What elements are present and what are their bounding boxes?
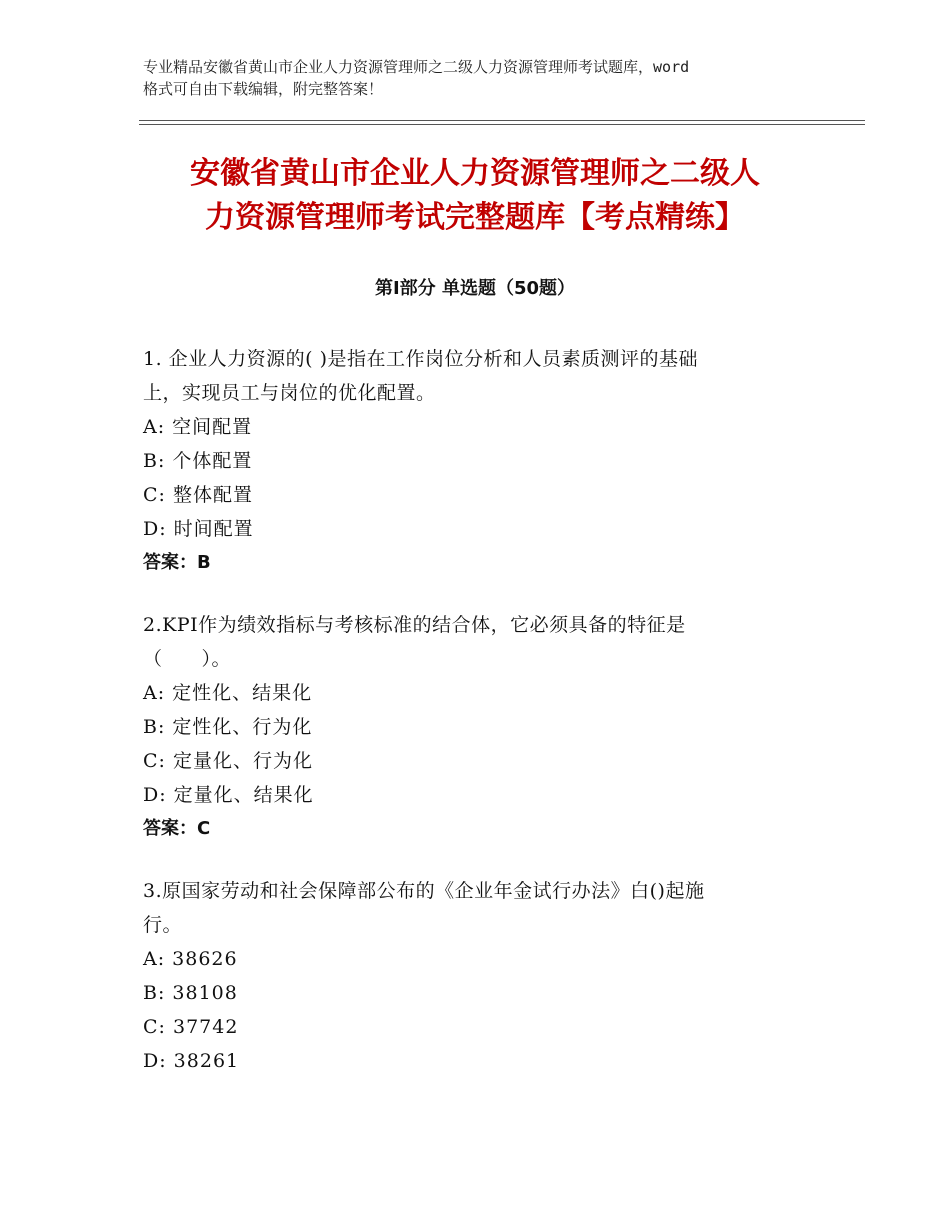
answer: 答案：C xyxy=(143,818,211,839)
question-2 xyxy=(143,608,783,846)
question-stem-line: 行。 xyxy=(143,914,183,936)
document-title-line-1: 安徽省黄山市企业人力资源管理师之二级人 xyxy=(190,156,760,191)
question-stem-line: 1. 企业人力资源的( )是指在工作岗位分析和人员素质测评的基础 xyxy=(143,348,699,370)
option-d: D: 时间配置 xyxy=(143,518,254,540)
header-divider-bottom xyxy=(139,124,865,125)
section-heading: 第Ⅰ部分 单选题（50题） xyxy=(374,278,575,299)
question-3 xyxy=(143,874,783,1078)
option-d: D: 定量化、结果化 xyxy=(143,784,314,806)
option-a: A: 空间配置 xyxy=(143,416,253,438)
header-note xyxy=(143,56,843,100)
option-d: D: 38261 xyxy=(143,1050,240,1072)
header-note-line-2: 格式可自由下载编辑，附完整答案！ xyxy=(143,80,384,98)
answer: 答案：B xyxy=(143,552,211,573)
header-note-line-1: 专业精品安徽省黄山市企业人力资源管理师之二级人力资源管理师考试题库，word xyxy=(143,58,690,76)
option-c: C: 37742 xyxy=(143,1016,239,1038)
header-divider-top xyxy=(139,120,865,121)
document-title-line-2: 力资源管理师考试完整题库【考点精练】 xyxy=(205,200,745,235)
question-1 xyxy=(143,342,783,580)
option-b: B: 38108 xyxy=(143,982,238,1004)
document-title xyxy=(110,152,840,240)
question-stem-line: 3.原国家劳动和社会保障部公布的《企业年金试行办法》白()起施 xyxy=(143,880,705,902)
question-list xyxy=(143,342,783,1106)
option-c: C: 定量化、行为化 xyxy=(143,750,313,772)
option-b: B: 个体配置 xyxy=(143,450,253,472)
question-stem-line: （ ）。 xyxy=(143,648,232,670)
question-stem-line: 上，实现员工与岗位的优化配置。 xyxy=(143,382,436,404)
option-a: A: 定性化、结果化 xyxy=(143,682,313,704)
question-stem-line: 2.KPI作为绩效指标与考核标准的结合体，它必须具备的特征是 xyxy=(143,614,686,636)
option-c: C: 整体配置 xyxy=(143,484,253,506)
option-a: A: 38626 xyxy=(143,948,238,970)
option-b: B: 定性化、行为化 xyxy=(143,716,313,738)
